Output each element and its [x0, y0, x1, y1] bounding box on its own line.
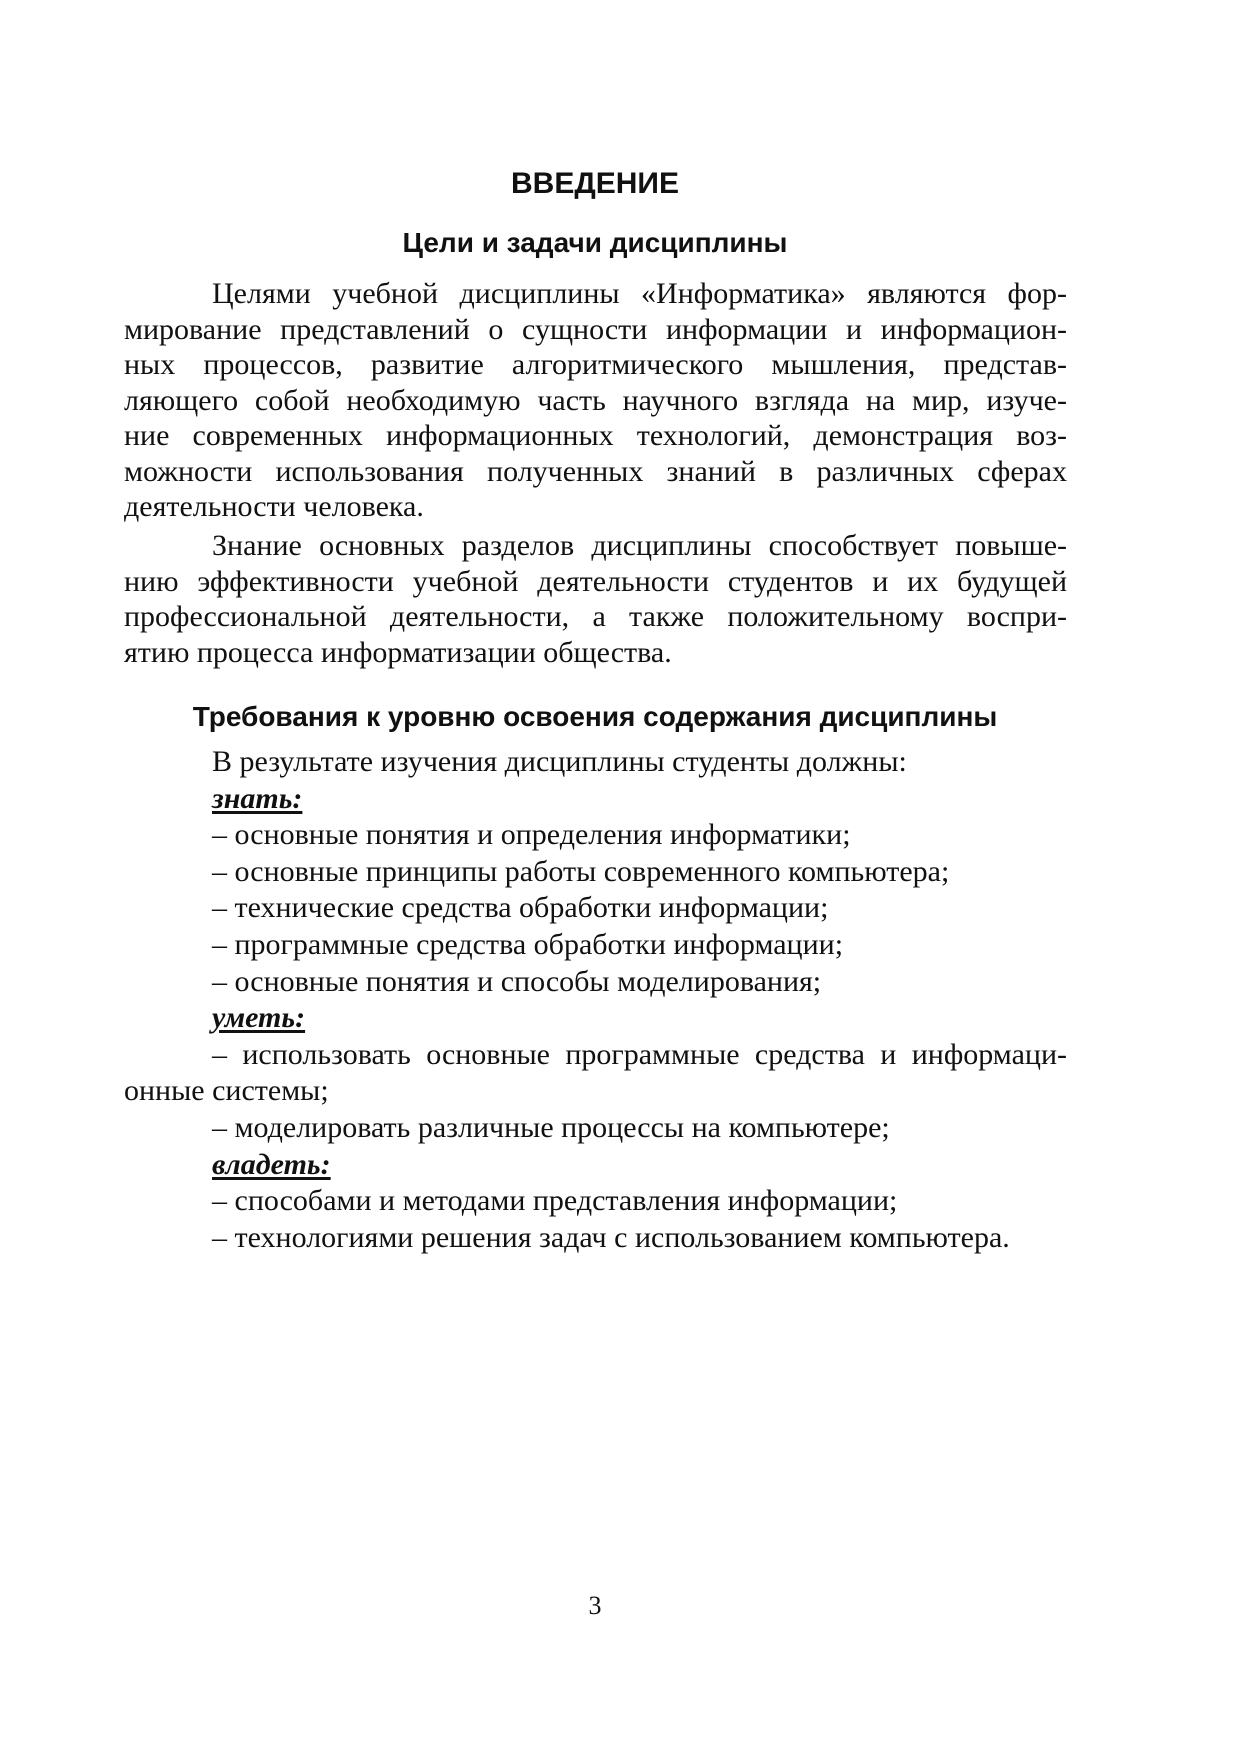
paragraph-line: Целями учебной дисциплины «Информатика» являются фор- — [212, 277, 1067, 310]
main-heading: ВВЕДЕНИЕ — [511, 167, 679, 200]
page-number: 3 — [588, 1591, 602, 1620]
paragraph-line: мирование представлений о сущности информации и информацион- — [124, 312, 1067, 346]
able-item-continuation: онные системы; — [124, 1074, 329, 1108]
able-item: – использовать основные программные средства и информаци- — [212, 1037, 1067, 1071]
paragraph-line: нию эффективности учебной деятельности студентов и их будущей — [124, 564, 1067, 598]
know-item: – технические средства обработки информации; — [212, 891, 829, 925]
paragraph-line: деятельности человека. — [124, 490, 424, 523]
know-item: – основные принципы работы современного компьютера; — [212, 854, 950, 888]
goals-heading: Цели и задачи дисциплины — [402, 227, 788, 258]
requirements-heading: Требования к уровню освоения содержания дисциплины — [192, 701, 998, 732]
paragraph-line: ляющего собой необходимую часть научного взгляда на мир, изуче- — [124, 383, 1067, 417]
paragraph-line: профессиональной деятельности, а также положительному воспри- — [124, 600, 1067, 633]
able-label: уметь: — [212, 1001, 306, 1035]
requirements-list — [124, 744, 1067, 1256]
paragraph-line: можности использования полученных знаний в различных сферах — [124, 454, 1067, 488]
able-item: – моделировать различные процессы на компьютере; — [212, 1110, 890, 1144]
paragraph-line: ятию процесса информатизации общества. — [124, 635, 672, 669]
master-label: владеть: — [212, 1147, 331, 1181]
know-item: – основные понятия и определения информатики; — [212, 818, 851, 852]
know-item: – программные средства обработки информации; — [212, 927, 844, 961]
goals-paragraph-2 — [124, 528, 1067, 670]
know-item: – основные понятия и способы моделирования; — [212, 964, 822, 998]
know-label: знать: — [212, 781, 303, 815]
goals-paragraph-1 — [124, 276, 1067, 525]
paragraph-line: ние современных информационных технологий, демонстрация воз- — [124, 419, 1067, 452]
paragraph-line: Знание основных разделов дисциплины способствует повыше- — [212, 529, 1067, 562]
master-item: – технологиями решения задач с использованием компьютера. — [212, 1220, 1010, 1254]
master-item: – способами и методами представления информации; — [212, 1184, 898, 1218]
requirements-intro: В результате изучения дисциплины студенты должны: — [212, 745, 907, 778]
paragraph-line: ных процессов, развитие алгоритмического мышления, представ- — [124, 348, 1067, 381]
